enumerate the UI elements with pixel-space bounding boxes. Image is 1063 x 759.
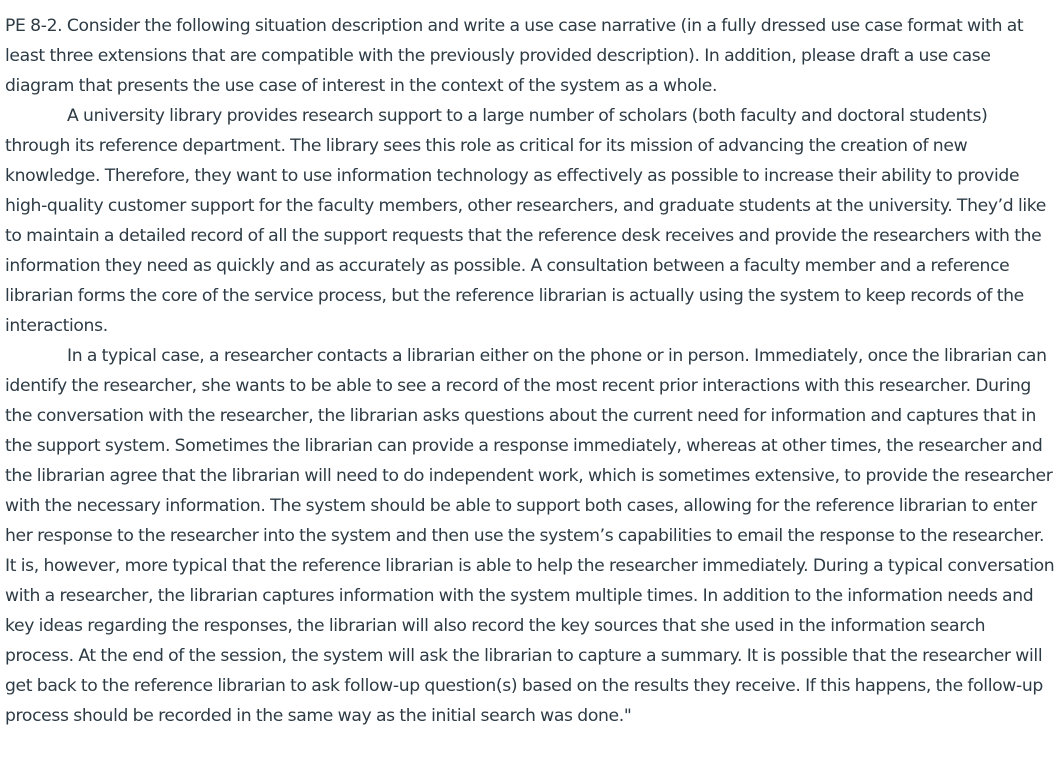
- situation-paragraph-1: A university library provides research support to a large number of scholars (both faculty and doctoral students) through its reference department. The library sees this role as critical for its mission of advancing the creation of new knowledge. Therefore, they want to use information technology as effectively as possible to increase their ability to provide high-quality customer support for the faculty members, other researchers, and graduate students at the university. They’d like to maintain a detailed record of all the support requests that the reference desk receives and provide the researchers with the information they need as quickly and as accurately as possible. A consultation between a faculty member and a reference librarian forms the core of the service process, but the reference librarian is actually using the system to keep records of the interactions.: [5, 106, 1047, 336]
- situation-paragraph-2: In a typical case, a researcher contacts a librarian either on the phone or in person. Immediately, once the librarian can identify the researcher, she wants to be able to see a record of the most recent prior interactions with this researcher. During the conversation with the researcher, the librarian asks questions about the current need for information and captures that in the support system. Sometimes the librarian can provide a response immediately, whereas at other times, the researcher and the librarian agree that the librarian will need to do independent work, which is sometimes extensive, to provide the researcher with the necessary information. The system should be able to support both cases, allowing for the reference librarian to enter her response to the researcher into the system and then use the system’s capabilities to email the response to the researcher. It is, however, more typical that the reference librarian is able to help the researcher immediately. During a typical conversation with a researcher, the librarian captures information with the system multiple times. In addition to the information needs and key ideas regarding the responses, the librarian will also record the key sources that she used in the information search process. At the end of the session, the system will ask the librarian to capture a summary. It is possible that the researcher will get back to the reference librarian to ask follow-up question(s) based on the results they receive. If this happens, the follow-up process should be recorded in the same way as the initial search was done.": [5, 346, 1055, 726]
- question-prompt: PE 8-2. Consider the following situation description and write a use case narrative (in a fully dressed use case format with at least three extensions that are compatible with the previously provided description). In addition, please draft a use case diagram that presents the use case of interest in the context of the system as a whole.: [5, 16, 1024, 96]
